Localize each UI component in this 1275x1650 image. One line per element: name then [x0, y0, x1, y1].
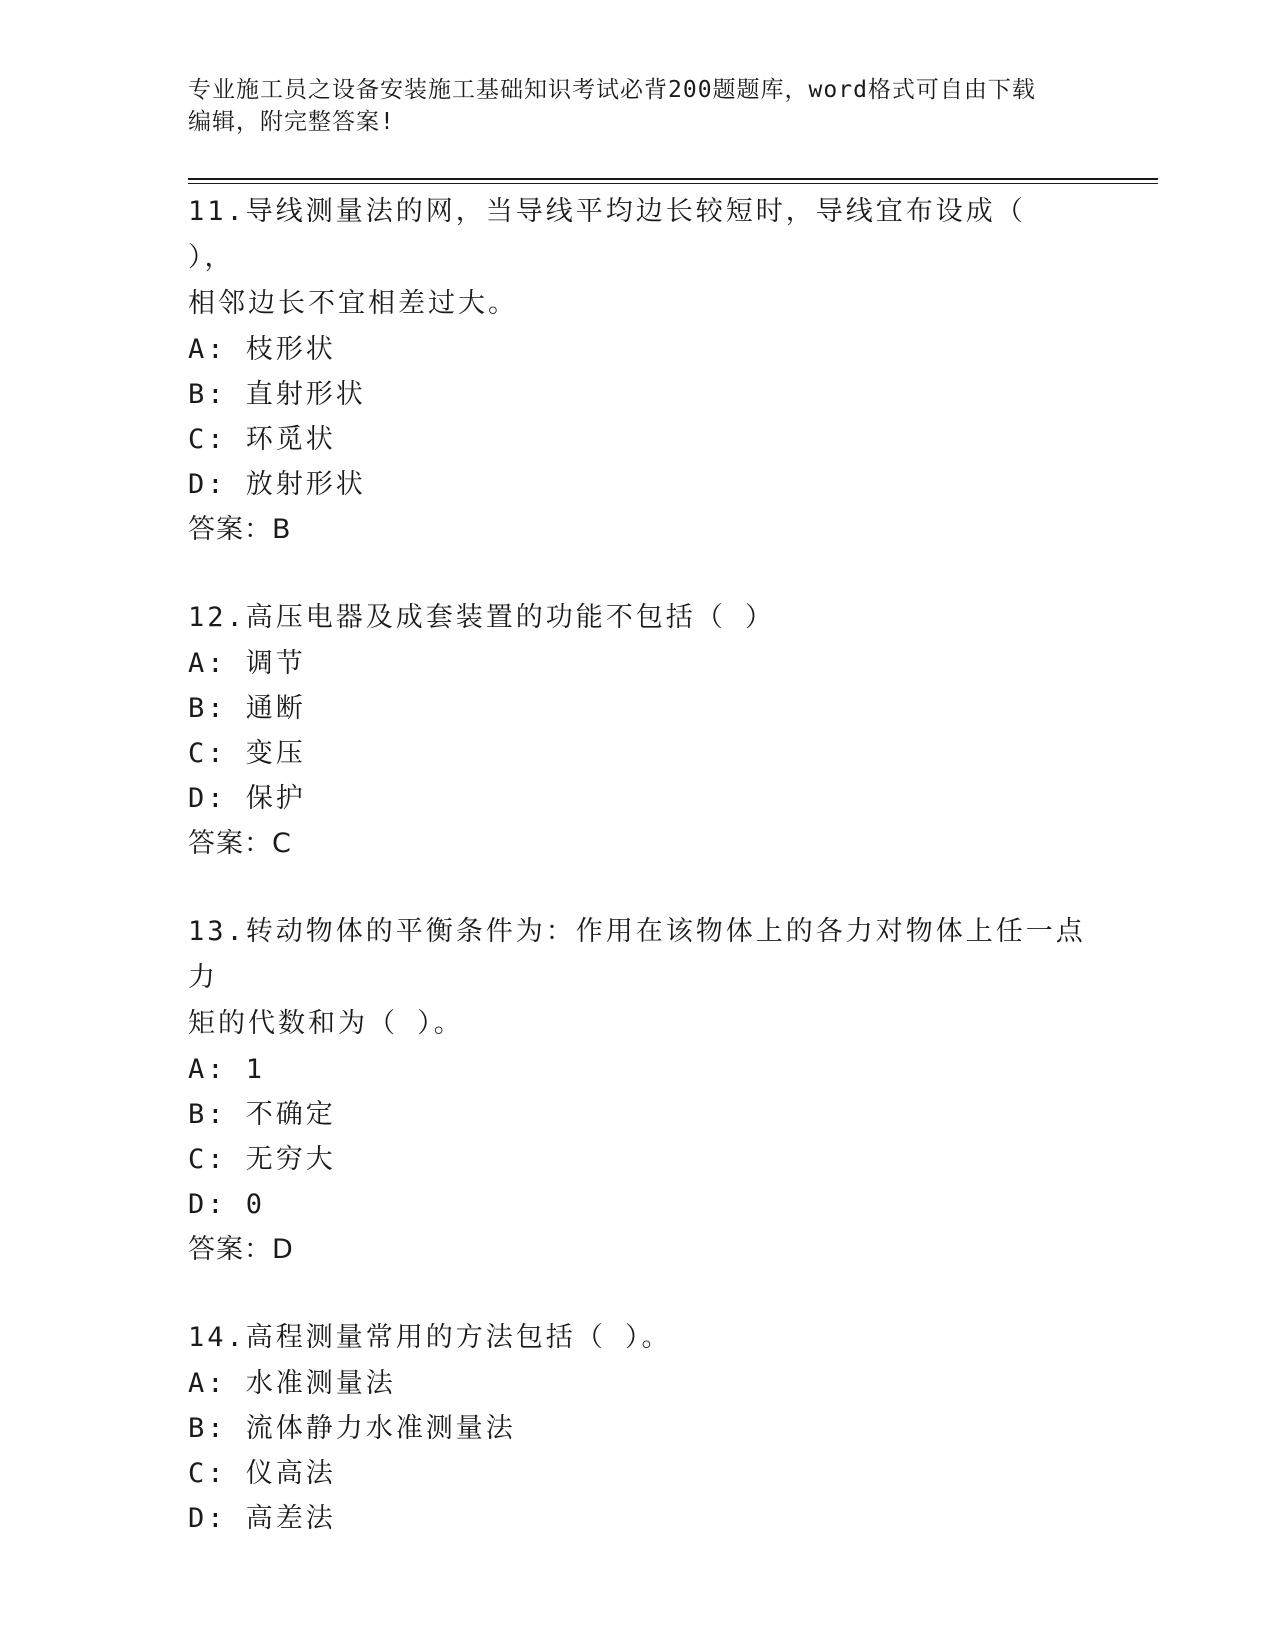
option-d: D: 放射形状 [188, 469, 366, 500]
answer: 答案：C [188, 828, 292, 859]
option-d: D: 高差法 [188, 1503, 336, 1534]
question-list [188, 189, 1088, 1583]
option-b: B: 通断 [188, 693, 306, 724]
option-a: A: 枝形状 [188, 334, 336, 365]
header-line-1: 专业施工员之设备安装施工基础知识考试必背200题题库，word格式可自由下载 [188, 77, 1036, 103]
question-stem-line-1: 12.高压电器及成套装置的功能不包括（ ） [188, 602, 776, 633]
option-c: C: 变压 [188, 738, 306, 769]
question-stem-line-1: 11.导线测量法的网，当导线平均边长较短时，导线宜布设成（ ）， [188, 196, 1026, 273]
option-c: C: 无穷大 [188, 1144, 336, 1175]
question-13 [188, 909, 1088, 1273]
question-12 [188, 595, 1088, 867]
option-c: C: 环觅状 [188, 424, 336, 455]
document-header [188, 74, 1078, 138]
option-a: A: 1 [188, 1054, 266, 1085]
option-b: B: 直射形状 [188, 379, 366, 410]
option-a: A: 水准测量法 [188, 1368, 396, 1399]
question-stem-line-2: 矩的代数和为（ ）。 [188, 1008, 464, 1039]
question-14 [188, 1315, 1088, 1541]
question-stem-line-2: 相邻边长不宜相差过大。 [188, 288, 518, 319]
header-divider-thin [188, 183, 1158, 184]
question-stem [188, 1315, 1088, 1361]
option-b: B: 流体静力水准测量法 [188, 1413, 516, 1444]
question-11 [188, 189, 1088, 553]
question-stem [188, 189, 1088, 327]
question-stem-line-1: 13.转动物体的平衡条件为：作用在该物体上的各力对物体上任一点力 [188, 916, 1086, 993]
option-d: D: 保护 [188, 783, 306, 814]
question-stem [188, 909, 1088, 1047]
option-a: A: 调节 [188, 648, 306, 679]
question-stem [188, 595, 1088, 641]
header-line-2: 编辑，附完整答案! [188, 109, 395, 135]
answer: 答案：B [188, 514, 292, 545]
option-c: C: 仪高法 [188, 1458, 336, 1489]
option-b: B: 不确定 [188, 1099, 336, 1130]
answer: 答案：D [188, 1234, 294, 1265]
header-divider-thick [188, 178, 1158, 180]
question-stem-line-1: 14.高程测量常用的方法包括（ ）。 [188, 1322, 672, 1353]
option-d: D: 0 [188, 1189, 266, 1220]
